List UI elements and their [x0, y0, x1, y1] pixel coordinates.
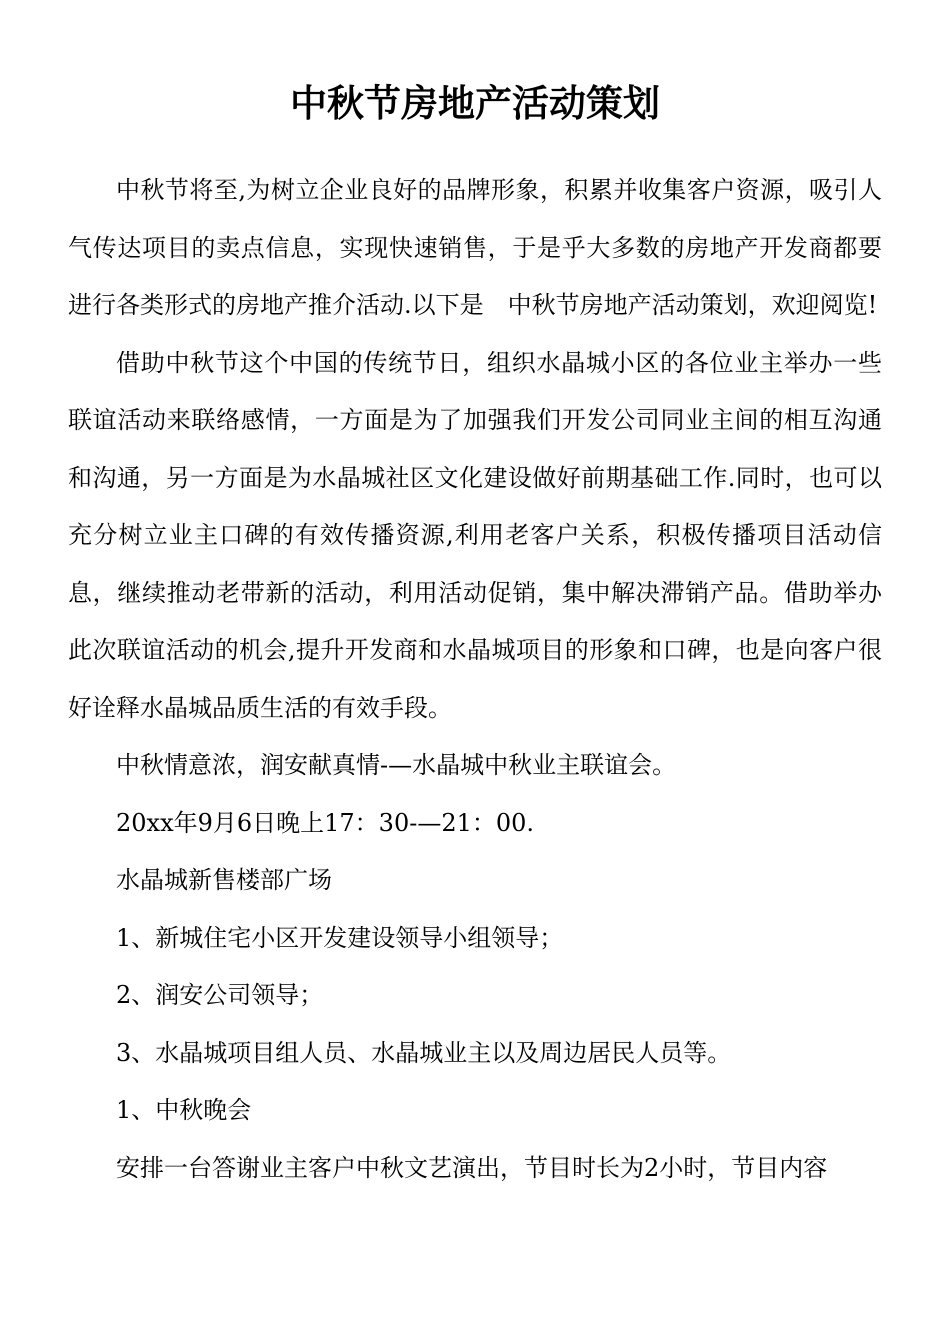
document-body — [68, 162, 882, 1197]
event-time: 20xx年9月6日晚上17：30-—21：00. — [116, 808, 535, 837]
attendee-item: 3、水晶城项目组人员、水晶城业主以及周边居民人员等。 — [116, 1038, 732, 1067]
event-venue: 水晶城新售楼部广场 — [116, 866, 332, 894]
attendee-item: 2、润安公司领导； — [116, 981, 324, 1009]
event-theme: 中秋情意浓，润安献真情-—水晶城中秋业主联谊会。 — [116, 751, 677, 779]
gala-paragraph: 安排一台答谢业主客户中秋文艺演出，节目时长为2小时，节目内容 — [116, 1153, 828, 1182]
document-title: 中秋节房地产活动策划 — [290, 81, 660, 125]
purpose-paragraph: 借助中秋节这个中国的传统节日，组织水晶城小区的各位业主举办一些联谊活动来联络感情，一方面是为了加强我们开发公司同业主间的相互沟通和沟通，另一方面是为水晶城社区文化建设做好前期基础工作.同时，也可以充分树立业主口碑的有效传播资源,利用老客户关系，积极传播项目活动信息，继续推动老带新的活动，利用活动促销，集中解决滞销产品。借助举办此次联谊活动的机会,提升开发商和水晶城项目的形象和口碑，也是向客户很好诠释水晶城品质生活的有效手段。 — [68, 348, 882, 722]
intro-paragraph: 中秋节将至,为树立企业良好的品牌形象，积累并收集客户资源，吸引人气传达项目的卖点信息，实现快速销售，于是乎大多数的房地产开发商都要进行各类形式的房地产推介活动.以下是 中秋节房地产活动策划，欢迎阅览! — [68, 176, 882, 319]
attendee-item: 1、新城住宅小区开发建设领导小组领导； — [116, 923, 564, 952]
section-heading: 1、中秋晚会 — [116, 1096, 252, 1124]
